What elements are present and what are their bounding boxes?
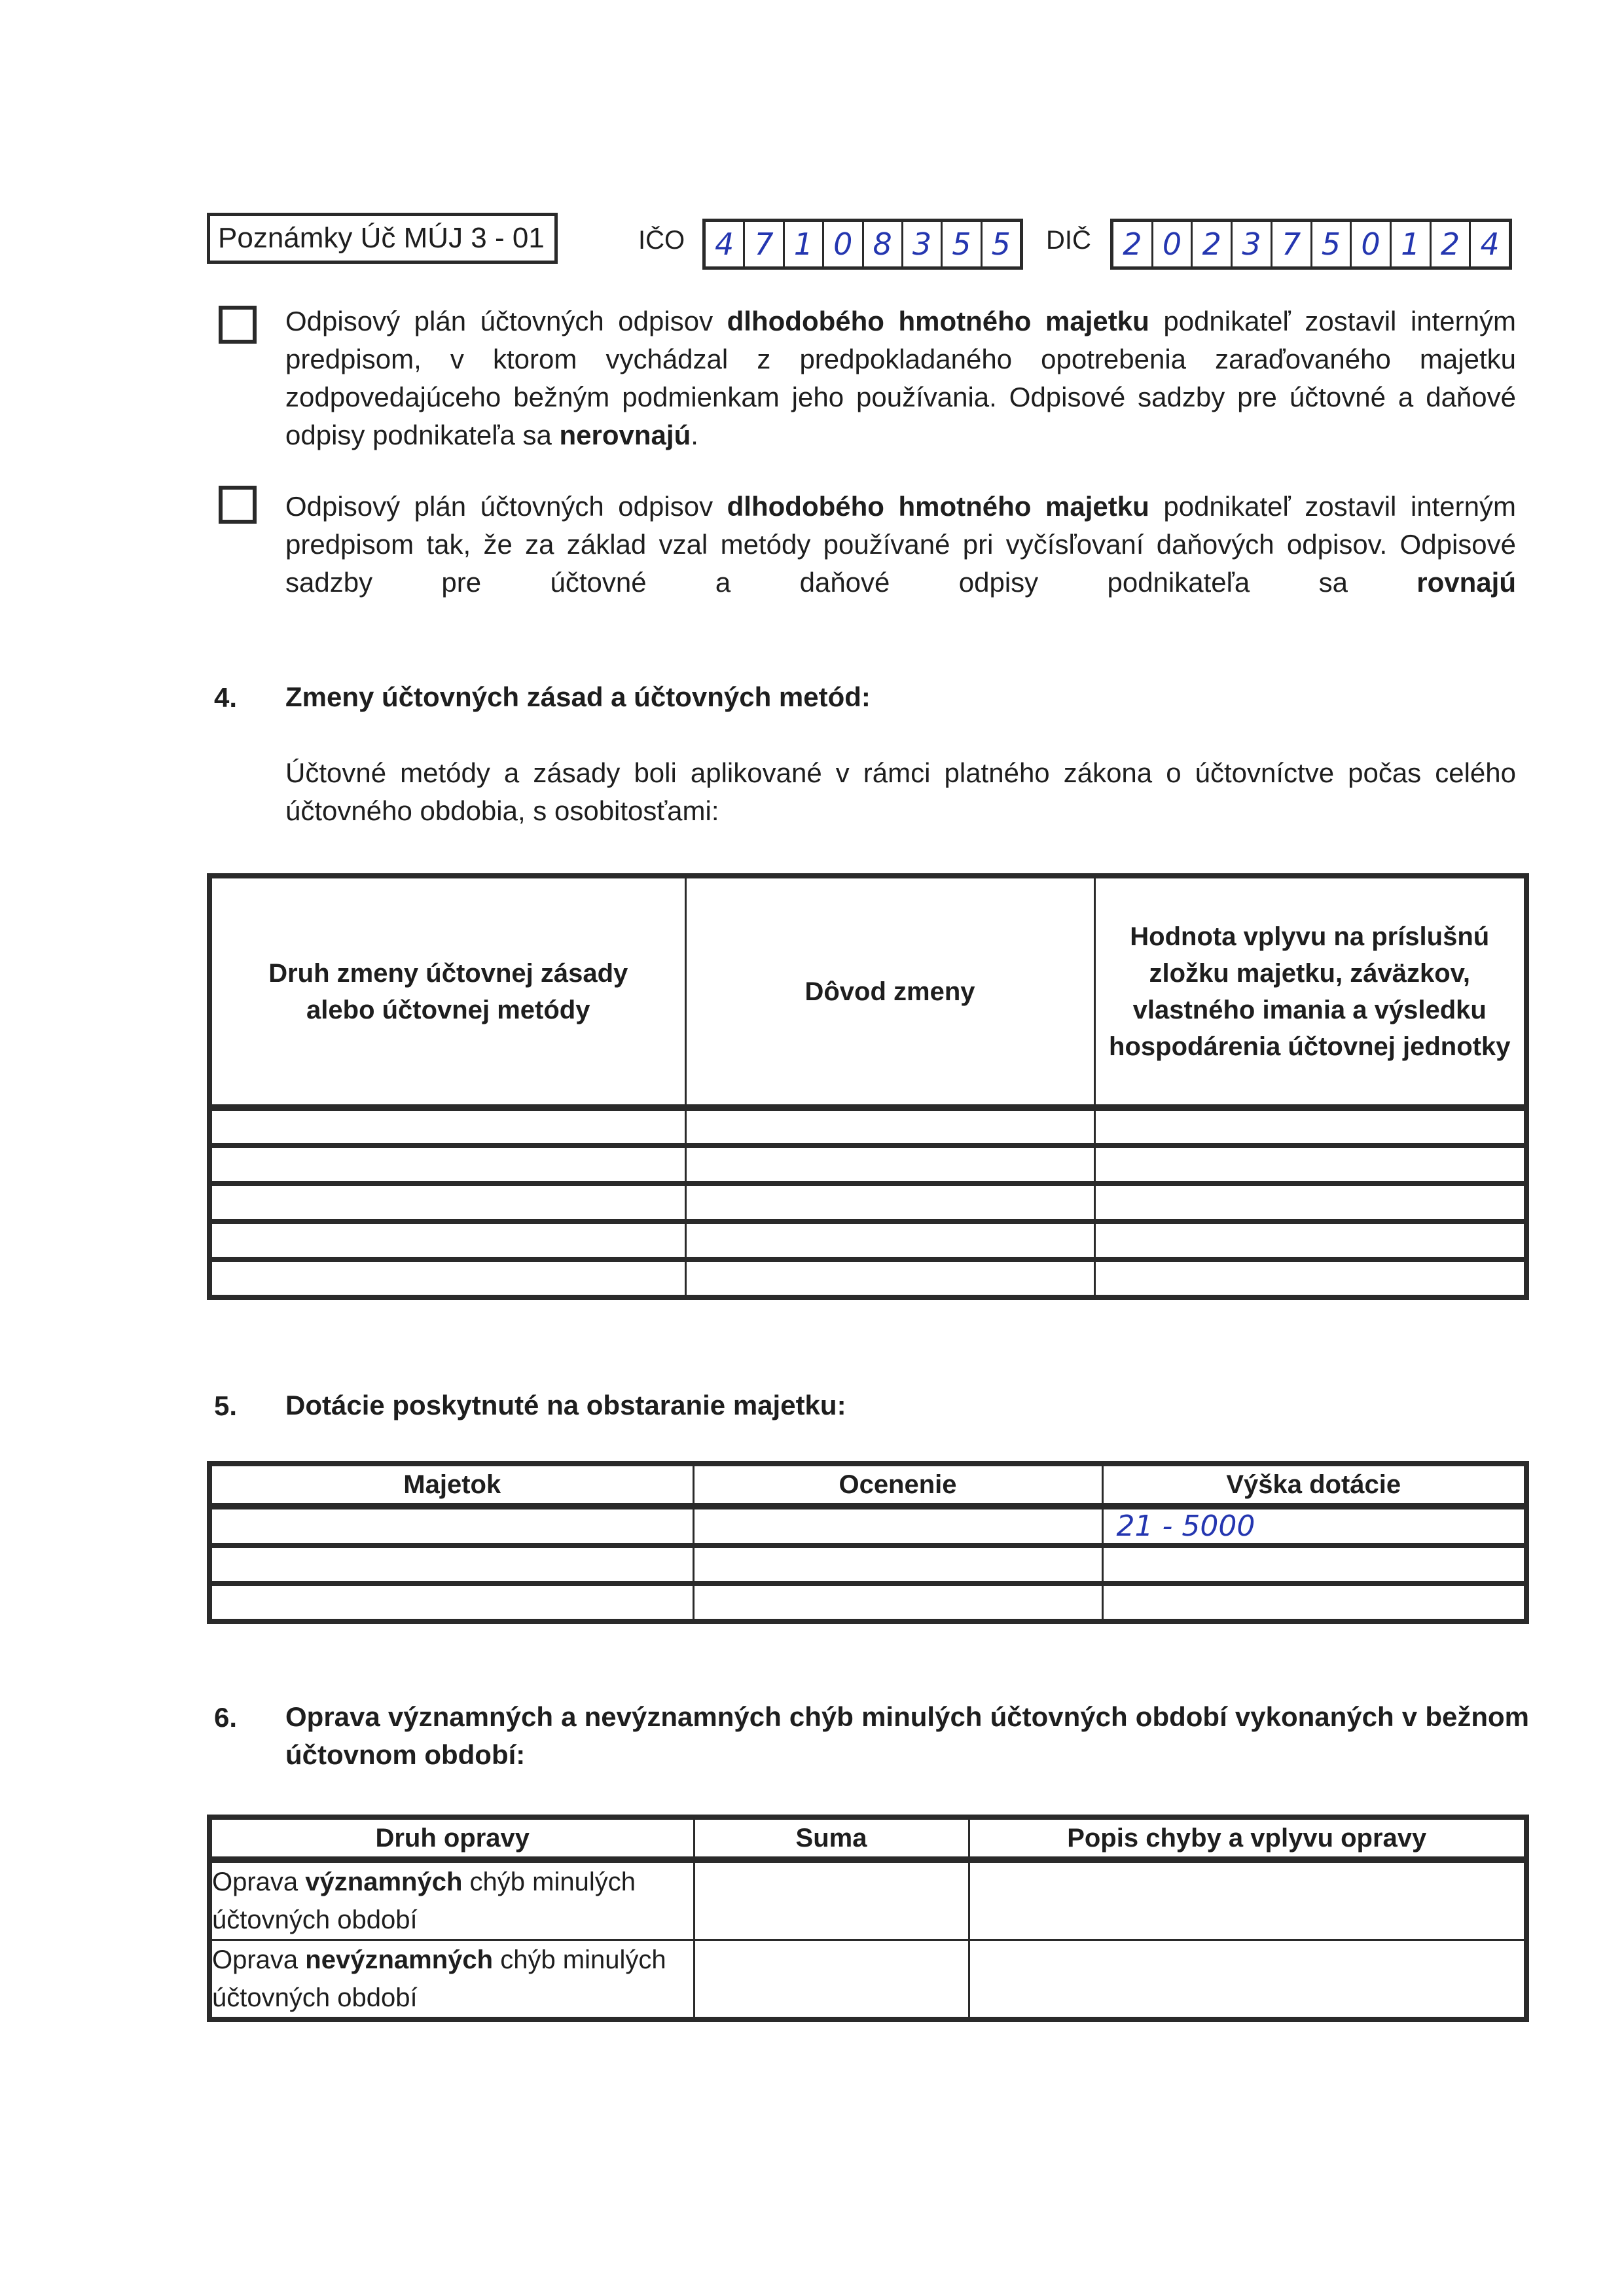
cell[interactable] [209,1583,693,1621]
ico-digit[interactable]: 0 [824,222,863,266]
cell[interactable] [685,1259,1094,1297]
suma-cell[interactable] [694,1860,969,1940]
dic-digit[interactable]: 7 [1272,222,1312,266]
cell[interactable] [685,1184,1094,1221]
subsidy-amount-cell[interactable] [1102,1506,1526,1545]
table-row [209,1583,1526,1621]
section-4-number: 4. [214,682,238,713]
table-row [209,1259,1526,1297]
ico-digit[interactable]: 8 [864,222,903,266]
section-4-intro: Účtovné metódy a zásady boli aplikované v rámci platného zákona o účtovníctve počas celého účtovného obdobia, s osobitosťami: [285,757,1516,826]
option-equal-rates-checkbox[interactable] [219,486,257,524]
cell[interactable] [693,1545,1102,1583]
cell[interactable] [1094,1108,1526,1146]
suma-cell[interactable] [694,1940,969,2020]
accounting-changes-table [207,873,1529,1300]
table-row [209,1940,1526,2020]
table-row [209,1545,1526,1583]
option-equal-rates-text: Odpisový plán účtovných odpisov dlhodobého hmotného majetku podnikateľ zostavil interným predpisom tak, že za základ vzal metódy používané pri vyčísľovaní daňových odpisov. Odpisové sadzby pre účtovné a daňové odpisy podnikateľa sa rovnajú [285,491,1516,598]
cell[interactable] [209,1221,685,1259]
table-row [209,1221,1526,1259]
cell[interactable] [1094,1221,1526,1259]
ico-field[interactable] [702,219,1023,270]
error-corrections-table [207,1815,1529,2022]
column-header: Suma [694,1817,969,1860]
option-unequal-rates-text: Odpisový plán účtovných odpisov dlhodobého hmotného majetku podnikateľ zostavil interným predpisom, v ktorom vychádzal z predpokladaného opotrebenia zaraďovaného majetku zodpovedajúceho bežným podmienkam jeho používania. Odpisové sadzby pre účtovné a daňové odpisy podnikateľa sa nerovnajú. [285,306,1516,450]
ico-label: IČO [638,226,685,255]
cell[interactable] [1094,1184,1526,1221]
dic-digit[interactable]: 2 [1193,222,1233,266]
cell[interactable] [209,1146,685,1184]
dic-label: DIČ [1046,226,1091,255]
ico-digit[interactable]: 7 [745,222,784,266]
column-header: Hodnota vplyvu na príslušnú zložku majetku, záväzkov, vlastného imania a výsledku hospodárenia účtovnej jednotky [1094,876,1526,1108]
column-header: Dôvod zmeny [685,876,1094,1108]
cell[interactable] [209,1259,685,1297]
column-header: Druh zmeny účtovnej zásady alebo účtovnej metódy [209,876,685,1108]
column-header: Druh opravy [209,1817,694,1860]
correction-type-cell: Oprava významných chýb minulých účtovných období [209,1860,694,1940]
cell[interactable] [1094,1146,1526,1184]
section-5-number: 5. [214,1390,238,1421]
table-row [209,1506,1526,1545]
column-header: Ocenenie [693,1464,1102,1506]
table-row [209,1146,1526,1184]
cell[interactable] [209,1108,685,1146]
cell[interactable] [1102,1583,1526,1621]
dic-field[interactable] [1110,219,1512,270]
cell[interactable] [209,1506,693,1545]
table-row [209,1860,1526,1940]
section-6-title: Oprava významných a nevýznamných chýb minulých účtovných období vykonaných v bežnom účtovnom období: [285,1701,1529,1770]
cell[interactable] [685,1221,1094,1259]
cell[interactable] [209,1545,693,1583]
cell[interactable] [1094,1259,1526,1297]
section-5-title: Dotácie poskytnuté na obstaranie majetku: [285,1390,846,1420]
ico-digit[interactable]: 5 [943,222,982,266]
cell[interactable] [685,1146,1094,1184]
section-4-title: Zmeny účtovných zásad a účtovných metód: [285,681,871,712]
cell[interactable] [693,1506,1102,1545]
table-row [209,1184,1526,1221]
cell[interactable] [209,1184,685,1221]
dic-digit[interactable]: 5 [1312,222,1352,266]
popis-cell[interactable] [969,1940,1526,2020]
ico-digit[interactable]: 3 [903,222,943,266]
subsidies-table [207,1461,1529,1624]
form-label-box [207,213,558,264]
section-6-number: 6. [214,1702,238,1733]
subsidy-amount: 21 - 5000 [1116,1509,1255,1543]
column-header: Majetok [209,1464,693,1506]
dic-digit[interactable]: 4 [1480,226,1500,262]
dic-digit[interactable]: 0 [1153,222,1193,266]
column-header: Popis chyby a vplyvu opravy [969,1817,1526,1860]
dic-digit[interactable]: 1 [1392,222,1432,266]
cell[interactable] [685,1108,1094,1146]
cell[interactable] [693,1583,1102,1621]
ico-digit[interactable]: 1 [785,222,824,266]
dic-digit[interactable]: 0 [1352,222,1392,266]
ico-digit[interactable]: 4 [706,222,745,266]
dic-digit[interactable]: 2 [1113,222,1153,266]
table-row [209,1108,1526,1146]
ico-digit[interactable]: 5 [991,226,1011,262]
option-unequal-rates-checkbox[interactable] [219,306,257,344]
cell[interactable] [1102,1545,1526,1583]
form-label: Poznámky Úč MÚJ 3 - 01 [218,222,545,254]
correction-type-cell: Oprava nevýznamných chýb minulých účtovných období [209,1940,694,2020]
dic-digit[interactable]: 2 [1432,222,1471,266]
dic-digit[interactable]: 3 [1233,222,1272,266]
popis-cell[interactable] [969,1860,1526,1940]
column-header: Výška dotácie [1102,1464,1526,1506]
